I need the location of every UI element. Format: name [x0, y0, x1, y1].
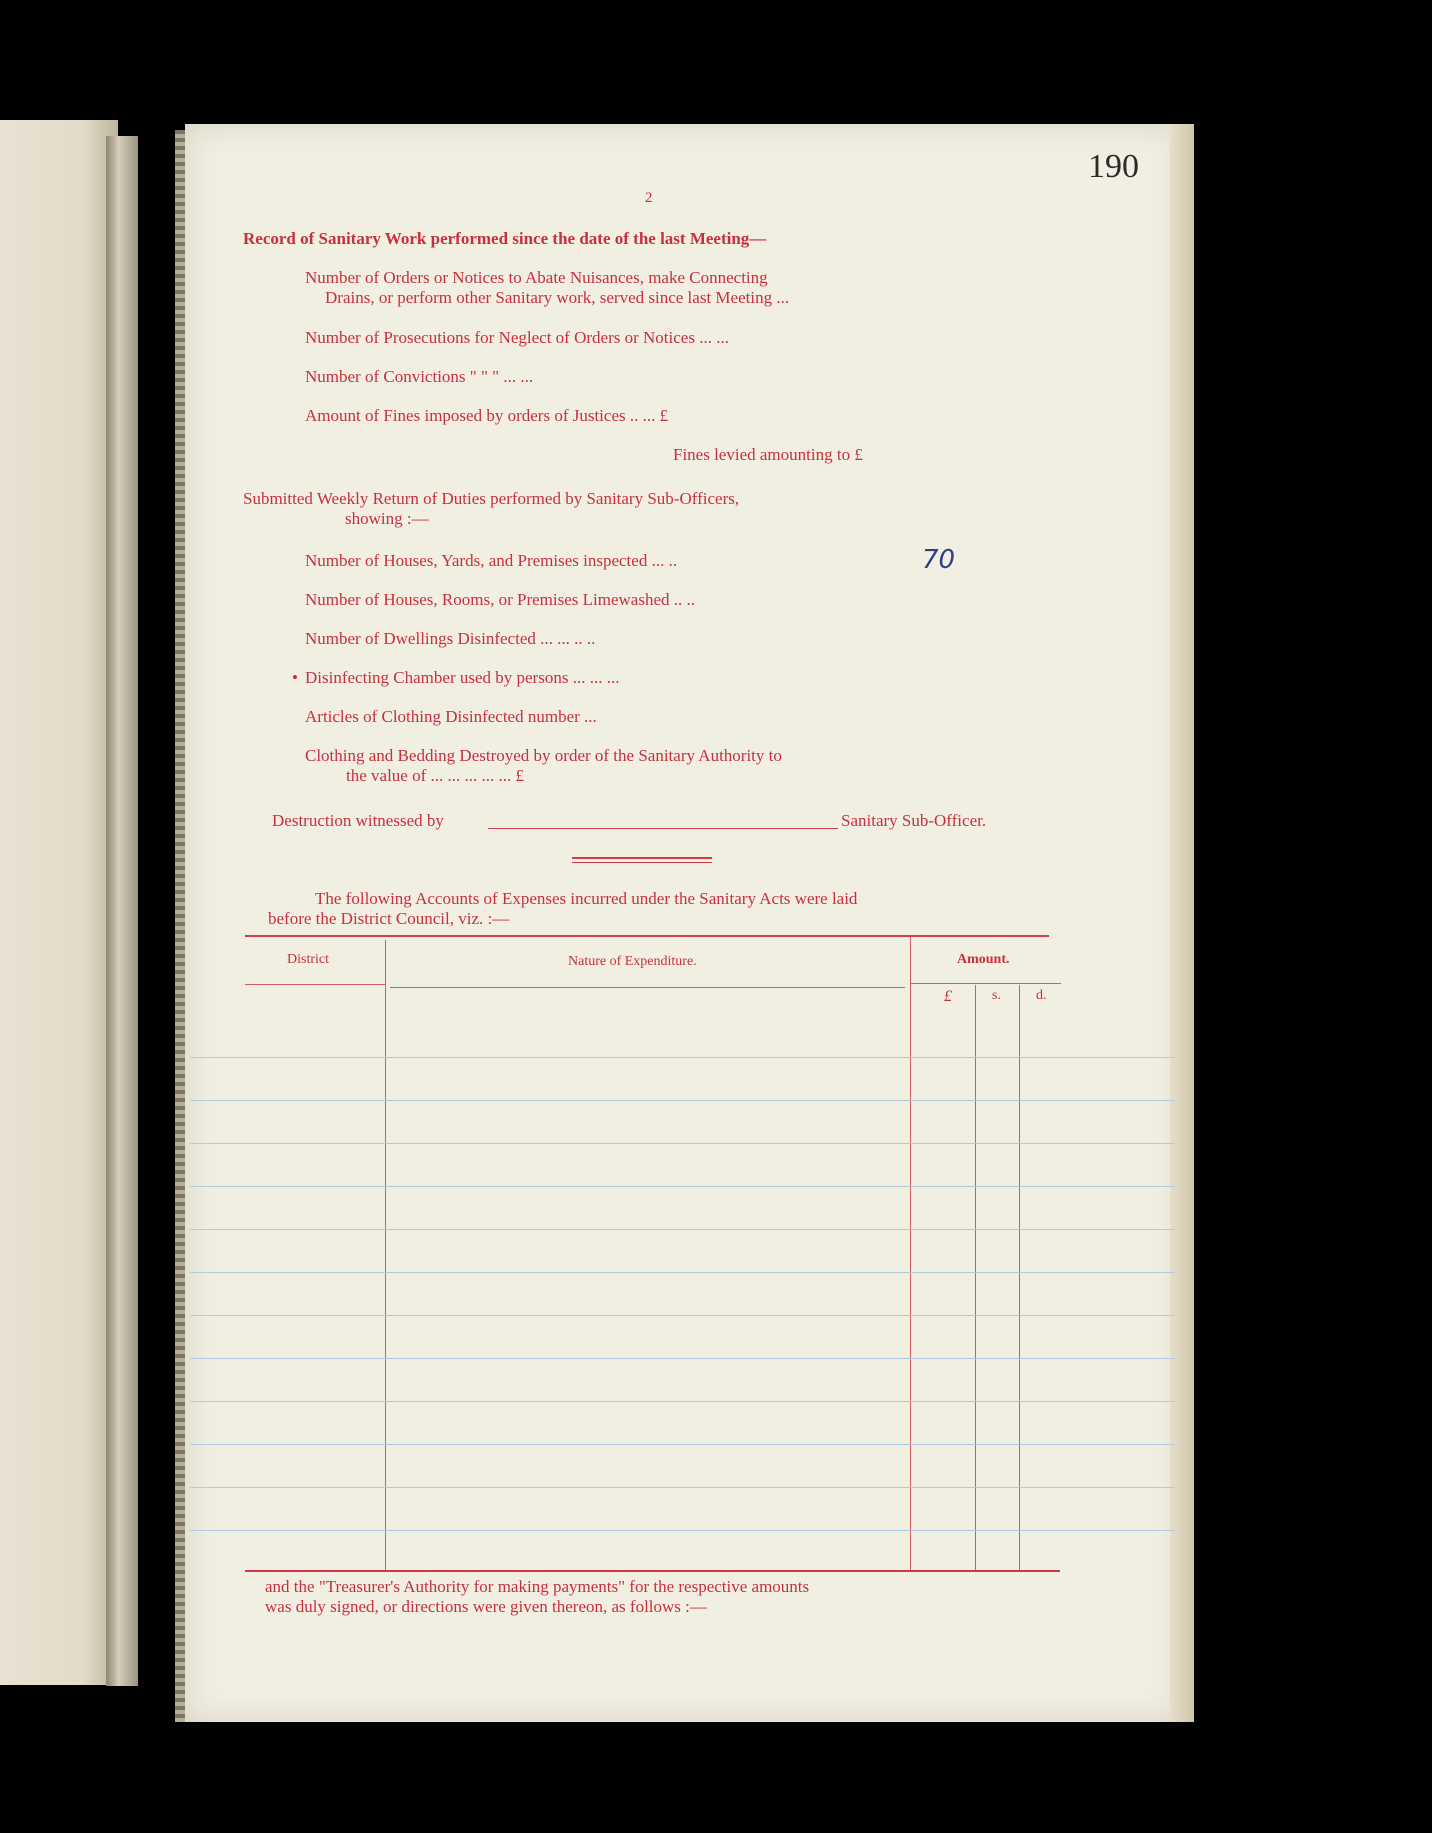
header-amount: Amount.: [957, 952, 1010, 967]
page-edge: [1170, 124, 1194, 1722]
footer-line-2: was duly signed, or directions were given thereon, as follows :—: [265, 1597, 707, 1616]
nature-header-rule: [390, 987, 905, 988]
weekly-heading-line-1: Submitted Weekly Return of Duties performed by Sanitary Sub-Officers,: [243, 489, 740, 508]
table-row: [190, 1229, 1175, 1230]
nature-column-divider: [910, 937, 911, 1570]
fines-line: Amount of Fines imposed by orders of Justices .. ... £: [305, 406, 669, 425]
disinfected-line: Number of Dwellings Disinfected ... ... .. ..: [305, 629, 596, 648]
destroyed-line-2: the value of ... ... ... ... ... £: [346, 766, 524, 785]
district-header-rule: [245, 984, 385, 985]
fines-levied-line: Fines levied amounting to £: [673, 445, 863, 464]
destroyed-line-1: Clothing and Bedding Destroyed by order of the Sanitary Authority to: [305, 746, 782, 765]
section-divider-top: [572, 857, 712, 859]
prosecutions-line: Number of Prosecutions for Neglect of Orders or Notices ... ...: [305, 328, 729, 347]
table-row: [190, 1444, 1175, 1445]
header-pence: d.: [1036, 988, 1047, 1003]
facing-page: [0, 120, 118, 1685]
table-row: [190, 1401, 1175, 1402]
district-column-divider: [385, 940, 386, 1570]
table-bottom-rule: [245, 1570, 1060, 1572]
table-row: [190, 1358, 1175, 1359]
clothing-line: Articles of Clothing Disinfected number ...: [305, 707, 597, 726]
header-pounds: £: [944, 988, 952, 1005]
chamber-line: Disinfecting Chamber used by persons ... ... ...: [305, 668, 620, 687]
binding-stitches: [175, 130, 185, 1722]
section-divider-bottom: [572, 862, 712, 863]
footer-line-1: and the "Treasurer's Authority for making payments" for the respective amounts: [265, 1577, 810, 1596]
header-shillings: s.: [992, 988, 1001, 1003]
witness-officer: Sanitary Sub-Officer.: [841, 811, 987, 830]
table-row: [190, 1143, 1175, 1144]
witness-signature-line: [488, 828, 838, 829]
weekly-heading-line-2: showing :—: [345, 509, 429, 528]
table-row: [190, 1487, 1175, 1488]
shillings-column-divider: [1019, 985, 1020, 1570]
houses-inspected-value: 70: [922, 545, 956, 575]
table-row: [190, 1186, 1175, 1187]
amount-header-rule: [911, 983, 1061, 984]
limewashed-line: Number of Houses, Rooms, or Premises Limewashed .. ..: [305, 590, 696, 609]
header-nature: Nature of Expenditure.: [568, 954, 697, 969]
table-row: [190, 1100, 1175, 1101]
record-heading: Record of Sanitary Work performed since the date of the last Meeting—: [243, 229, 767, 248]
orders-line-1: Number of Orders or Notices to Abate Nuisances, make Connecting: [305, 268, 768, 287]
table-row: [190, 1272, 1175, 1273]
accounts-intro-line-1: The following Accounts of Expenses incurred under the Sanitary Acts were laid: [315, 889, 858, 908]
convictions-line: Number of Convictions " " " ... ...: [305, 367, 534, 386]
table-top-rule: [245, 935, 1049, 937]
table-row: [190, 1315, 1175, 1316]
book-spine: [106, 136, 138, 1686]
table-row: [190, 1530, 1175, 1531]
witness-label: Destruction witnessed by: [272, 811, 444, 830]
accounts-intro-line-2: before the District Council, viz. :—: [268, 909, 510, 928]
orders-line-2: Drains, or perform other Sanitary work, served since last Meeting ...: [325, 288, 790, 307]
chamber-bullet: •: [292, 668, 298, 687]
houses-inspected-line: Number of Houses, Yards, and Premises inspected ... ..: [305, 551, 678, 570]
pounds-column-divider: [975, 985, 976, 1570]
header-district: District: [287, 952, 329, 967]
table-row: [190, 1057, 1175, 1058]
folio-number: 190: [1088, 148, 1139, 185]
page-number: 2: [645, 190, 653, 206]
